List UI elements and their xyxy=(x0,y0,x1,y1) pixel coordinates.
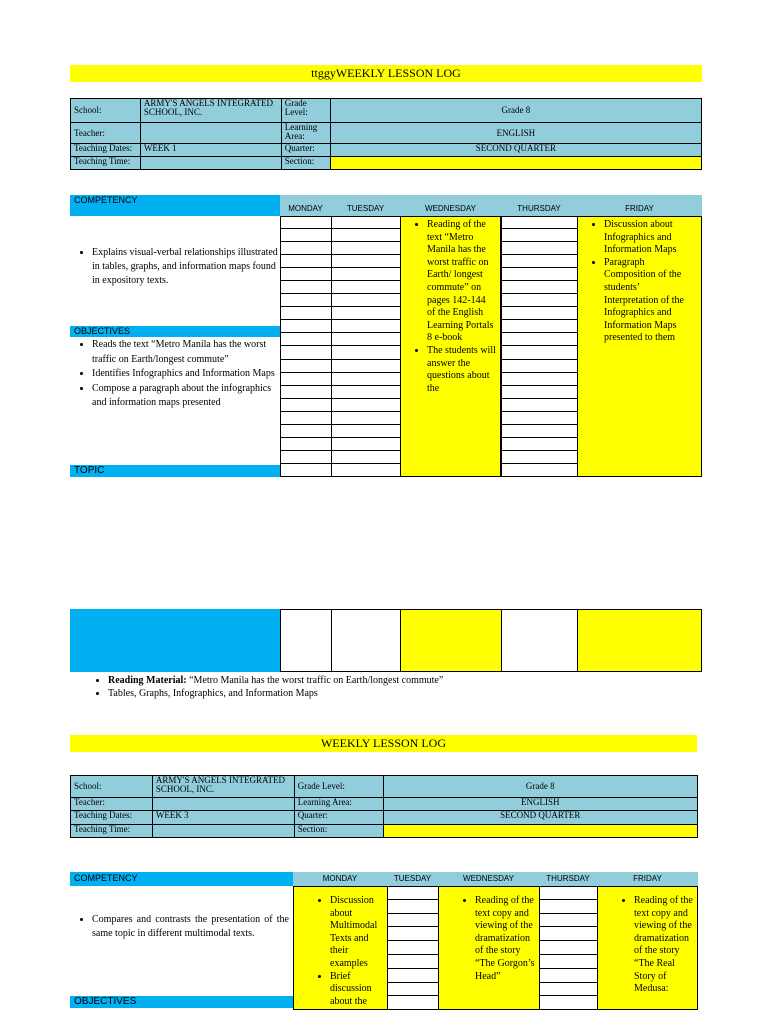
grid-cell xyxy=(280,360,332,373)
log2-competency-list xyxy=(70,913,293,941)
quarter-value: SECOND QUARTER xyxy=(330,144,701,157)
competency-item: • Compares and contrasts the presentation of the same topic in different multimodal texts. xyxy=(92,913,289,941)
grid-cell xyxy=(331,268,401,281)
grid-cell xyxy=(331,425,401,438)
grid-cell xyxy=(501,412,578,425)
log2-day-tuesday: TUESDAY xyxy=(393,874,432,883)
teaching-dates-value: WEEK 1 xyxy=(140,144,281,157)
log1-title: ttggyWEEKLY LESSON LOG xyxy=(70,65,702,82)
log1-day-friday: FRIDAY xyxy=(625,204,654,213)
grid-cell xyxy=(501,255,578,268)
grid-cell xyxy=(331,464,401,477)
grid-cell xyxy=(280,320,332,333)
log2-competency-label: COMPETENCY xyxy=(70,872,293,886)
grid-cell xyxy=(331,451,401,464)
teaching-time-value xyxy=(140,157,281,170)
grid-cell xyxy=(280,451,332,464)
log1-day-tuesday: TUESDAY xyxy=(346,204,385,213)
grid-cell xyxy=(280,386,332,399)
log1-blank-thursday xyxy=(501,609,578,672)
grid-cell xyxy=(331,281,401,294)
log2-monday-content xyxy=(293,886,388,1010)
section-value xyxy=(330,157,701,170)
teaching-time-label: Teaching Time: xyxy=(71,825,153,838)
log2-day-monday: MONDAY xyxy=(322,874,358,883)
wednesday-item: • Reading of the text “Metro Manila has the worst traffic on Earth/ longest commute” on pages 142-144 of the English Learning Portals 8 e-book xyxy=(427,219,496,345)
grid-cell xyxy=(501,360,578,373)
grid-cell xyxy=(280,425,332,438)
grid-cell xyxy=(331,320,401,333)
competency-item: • Explains visual-verbal relationships illustrated in tables, graphs, and information maps found in expository texts. xyxy=(92,246,280,288)
grid-cell xyxy=(387,955,439,969)
grid-cell xyxy=(331,373,401,386)
grid-cell xyxy=(387,886,439,900)
grid-cell xyxy=(501,242,578,255)
grid-cell xyxy=(331,229,401,242)
section-value xyxy=(383,825,697,838)
grid-cell xyxy=(539,886,598,900)
grid-cell xyxy=(501,268,578,281)
grid-cell xyxy=(280,268,332,281)
grid-cell xyxy=(280,438,332,451)
learning-area-value: ENGLISH xyxy=(383,798,697,811)
friday-item: • Reading of the text copy and viewing of the dramatization of the story “The Real Story of Medusa: xyxy=(634,895,693,996)
school-value: ARMY'S ANGELS INTEGRATED SCHOOL, INC. xyxy=(140,99,281,123)
log1-objectives-list xyxy=(70,338,280,411)
teaching-dates-label: Teaching Dates: xyxy=(71,144,141,157)
grid-cell xyxy=(539,914,598,928)
log2-thursday-grid xyxy=(539,886,598,1010)
objective-item: • Compose a paragraph about the infographics and information maps presented xyxy=(92,382,280,411)
grid-cell xyxy=(331,412,401,425)
grid-cell xyxy=(501,346,578,359)
log1-blank-tuesday xyxy=(331,609,401,672)
log1-info-table xyxy=(70,98,702,170)
school-label: School: xyxy=(71,99,141,123)
log1-friday-content xyxy=(577,216,702,477)
grid-cell xyxy=(331,307,401,320)
grid-cell xyxy=(501,281,578,294)
log1-materials-list xyxy=(86,674,686,700)
log1-topic-label: TOPIC xyxy=(70,465,280,477)
grid-cell xyxy=(501,399,578,412)
wednesday-item: • The students will answer the questions about the xyxy=(427,345,496,395)
grid-cell xyxy=(387,941,439,955)
log1-blank-monday xyxy=(280,609,332,672)
log1-tuesday-grid xyxy=(331,216,401,477)
friday-item: • Discussion about Infographics and Information Maps xyxy=(604,219,695,257)
objective-item: • Reads the text “Metro Manila has the worst traffic on Earth/longest commute” xyxy=(92,338,280,367)
log1-thursday-grid xyxy=(501,216,578,477)
teaching-dates-label: Teaching Dates: xyxy=(71,811,153,825)
school-label: School: xyxy=(71,776,153,798)
material-item: • Reading Material: “Metro Manila has the worst traffic on Earth/longest commute” xyxy=(108,674,686,687)
grid-cell xyxy=(280,255,332,268)
grid-cell xyxy=(539,969,598,983)
log1-blank-wednesday xyxy=(400,609,502,672)
grid-cell xyxy=(501,386,578,399)
grid-cell xyxy=(539,955,598,969)
objective-item: • Identifies Infographics and Information Maps xyxy=(92,367,280,382)
teaching-time-value xyxy=(152,825,294,838)
teacher-label: Teacher: xyxy=(71,123,141,144)
grid-cell xyxy=(501,425,578,438)
grid-cell xyxy=(387,927,439,941)
grid-cell xyxy=(539,900,598,914)
section-label: Section: xyxy=(281,157,330,170)
wednesday-item: • Reading of the text copy and viewing of the dramatization of the story “The Gorgon’s Head” xyxy=(475,895,535,983)
grid-cell xyxy=(280,307,332,320)
grid-cell xyxy=(331,386,401,399)
material-item: • Tables, Graphs, Infographics, and Information Maps xyxy=(108,687,686,700)
grid-cell xyxy=(501,216,578,229)
log2-day-friday: FRIDAY xyxy=(633,874,662,883)
grade-level-label: Grade Level: xyxy=(281,99,330,123)
grid-cell xyxy=(539,927,598,941)
friday-item: • Paragraph Composition of the students’ Interpretation of the Infographics and Information Maps presented to them xyxy=(604,257,695,345)
grid-cell xyxy=(501,373,578,386)
grid-cell xyxy=(501,307,578,320)
grid-cell xyxy=(387,914,439,928)
log2-objectives-label: OBJECTIVES xyxy=(70,996,293,1008)
section-label: Section: xyxy=(294,825,383,838)
log1-competency-list xyxy=(70,246,280,288)
log2-day-wednesday: WEDNESDAY xyxy=(463,874,514,883)
grid-cell xyxy=(280,216,332,229)
log2-wednesday-content xyxy=(438,886,540,1010)
grid-cell xyxy=(331,255,401,268)
grid-cell xyxy=(331,242,401,255)
grid-cell xyxy=(280,333,332,346)
grid-cell xyxy=(539,941,598,955)
learning-area-label: Learning Area: xyxy=(281,123,330,144)
log2-title: WEEKLY LESSON LOG xyxy=(70,735,697,752)
monday-item: • Brief discussion about the xyxy=(330,971,383,1009)
teacher-value xyxy=(140,123,281,144)
grid-cell xyxy=(331,294,401,307)
teacher-value xyxy=(152,798,294,811)
log1-day-monday: MONDAY xyxy=(288,204,323,213)
log2-friday-content xyxy=(597,886,698,1010)
monday-item: • Discussion about Multimodal Texts and their examples xyxy=(330,895,383,971)
grid-cell xyxy=(280,412,332,425)
grid-cell xyxy=(539,983,598,997)
grid-cell xyxy=(331,399,401,412)
log1-blank-blue-cell xyxy=(70,609,280,672)
school-value: ARMY'S ANGELS INTEGRATED SCHOOL, INC. xyxy=(152,776,294,798)
grid-cell xyxy=(501,451,578,464)
grid-cell xyxy=(501,464,578,477)
grid-cell xyxy=(280,229,332,242)
quarter-label: Quarter: xyxy=(294,811,383,825)
log1-blank-friday xyxy=(577,609,702,672)
grid-cell xyxy=(501,229,578,242)
log2-info-table xyxy=(70,775,698,838)
log1-wednesday-content xyxy=(400,216,501,477)
grid-cell xyxy=(280,281,332,294)
grid-cell xyxy=(387,969,439,983)
grid-cell xyxy=(280,464,332,477)
log1-day-thursday: THURSDAY xyxy=(517,204,561,213)
grid-cell xyxy=(331,346,401,359)
grid-cell xyxy=(280,373,332,386)
grid-cell xyxy=(331,333,401,346)
grid-cell xyxy=(331,360,401,373)
grade-level-value: Grade 8 xyxy=(330,99,701,123)
log2-tuesday-grid xyxy=(387,886,439,1010)
grid-cell xyxy=(280,399,332,412)
grade-level-label: Grade Level: xyxy=(294,776,383,798)
grid-cell xyxy=(539,996,598,1010)
log1-day-wednesday: WEDNESDAY xyxy=(425,204,476,213)
grid-cell xyxy=(501,294,578,307)
grid-cell xyxy=(280,242,332,255)
log2-day-thursday: THURSDAY xyxy=(546,874,590,883)
grid-cell xyxy=(387,983,439,997)
grid-cell xyxy=(331,438,401,451)
teaching-dates-value: WEEK 3 xyxy=(152,811,294,825)
grid-cell xyxy=(501,320,578,333)
teaching-time-label: Teaching Time: xyxy=(71,157,141,170)
grid-cell xyxy=(501,438,578,451)
log1-competency-label: COMPETENCY xyxy=(70,195,280,216)
grid-cell xyxy=(331,216,401,229)
quarter-label: Quarter: xyxy=(281,144,330,157)
teacher-label: Teacher: xyxy=(71,798,153,811)
quarter-value: SECOND QUARTER xyxy=(383,811,697,825)
log1-objectives-label: OBJECTIVES xyxy=(70,326,280,337)
grid-cell xyxy=(280,346,332,359)
learning-area-value: ENGLISH xyxy=(330,123,701,144)
log1-monday-grid xyxy=(280,216,332,477)
grid-cell xyxy=(501,333,578,346)
grid-cell xyxy=(387,900,439,914)
learning-area-label: Learning Area: xyxy=(294,798,383,811)
grade-level-value: Grade 8 xyxy=(383,776,697,798)
grid-cell xyxy=(280,294,332,307)
grid-cell xyxy=(387,996,439,1010)
